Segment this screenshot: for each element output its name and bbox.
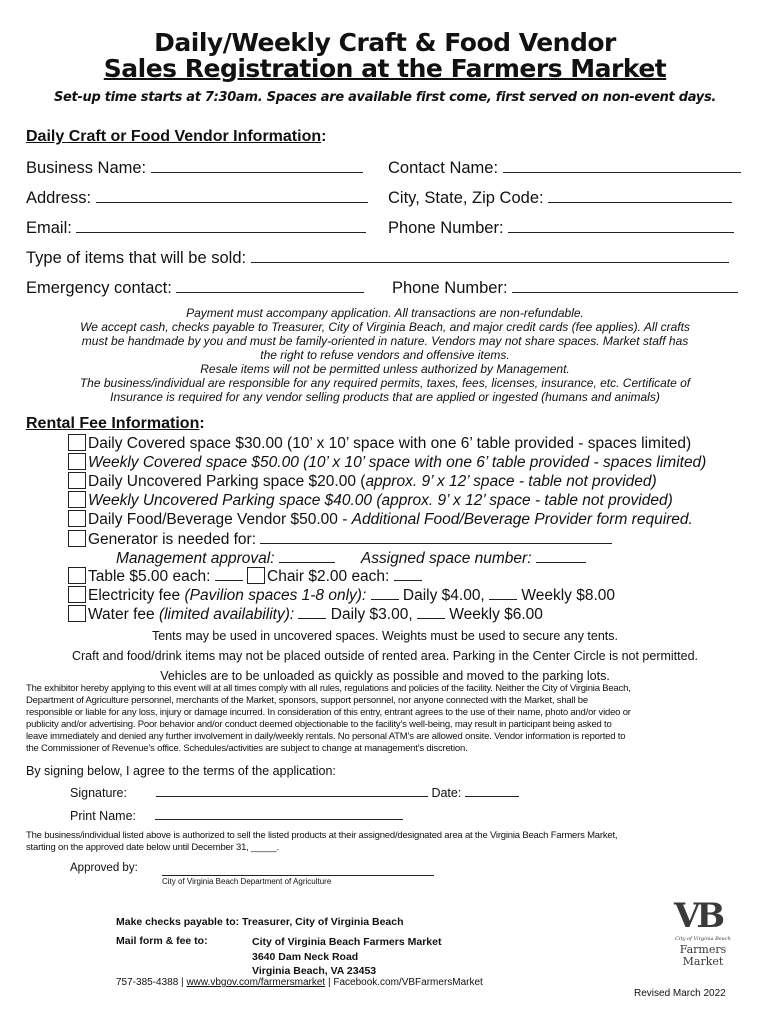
contact-name-field[interactable] xyxy=(388,158,741,178)
revised-date: Revised March 2022 xyxy=(634,988,726,999)
policy-line: The business/individual are responsible for any required permits, taxes, fees, licenses, insurance, etc. Certificate of xyxy=(79,376,691,390)
email-field[interactable] xyxy=(26,218,366,238)
print-name-label: Print Name: xyxy=(70,809,136,823)
logo-city-text: City of Virginia Beach xyxy=(675,936,731,942)
management-approval-row[interactable] xyxy=(116,548,586,568)
agree-text: By signing below, I agree to the terms of the application: xyxy=(26,764,336,778)
note-line: Tents may be used in uncovered spaces. Weights must be used to secure any tents. xyxy=(152,629,618,643)
rental-fee-heading xyxy=(26,415,205,433)
electricity-weekly-line[interactable] xyxy=(489,585,517,600)
contact-line xyxy=(116,977,483,988)
weekly-uncovered-label: Weekly Uncovered Parking space $40.00 (approx. 9’ x 12’ space - table not provided) xyxy=(88,492,673,509)
table-checkbox[interactable] xyxy=(68,567,86,584)
contact-name-line[interactable] xyxy=(503,158,741,173)
logo-market: Market xyxy=(682,955,724,968)
weekly-covered-label: Weekly Covered space $50.00 (10’ x 10’ space with one 6’ table provided - spaces limited) xyxy=(88,454,707,471)
authorization-text xyxy=(26,830,748,854)
policy-block xyxy=(20,306,750,404)
fee-option-weekly-covered[interactable] xyxy=(68,453,706,472)
phone-number-line[interactable] xyxy=(508,218,734,233)
form-title-line1: Daily/Weekly Craft & Food Vendor xyxy=(154,28,616,57)
rental-fee-heading-text: Rental Fee Information xyxy=(26,415,200,432)
vb-farmers-market-logo xyxy=(668,896,738,980)
business-name-line[interactable] xyxy=(151,158,363,173)
date-line[interactable] xyxy=(465,785,519,797)
rental-fee-heading-colon: : xyxy=(199,415,205,432)
items-type-label: Type of items that will be sold: xyxy=(26,249,247,267)
electricity-label: Electricity fee xyxy=(88,587,185,604)
fee-option-daily-uncovered[interactable] xyxy=(68,472,657,491)
items-type-field[interactable] xyxy=(26,248,729,268)
emergency-contact-label: Emergency contact: xyxy=(26,279,172,297)
city-state-zip-line[interactable] xyxy=(548,188,732,203)
address-label: Address: xyxy=(26,189,92,207)
business-name-label: Business Name: xyxy=(26,159,147,177)
daily-uncovered-checkbox[interactable] xyxy=(68,472,86,489)
daily-covered-label: Daily Covered space $30.00 (10’ x 10’ space with one 6’ table provided - spaces limited) xyxy=(88,435,692,452)
form-title-line2: Sales Registration at the Farmers Market xyxy=(103,54,667,83)
mail-label: Mail form & fee to: xyxy=(116,935,208,947)
setup-note: Set-up time starts at 7:30am. Spaces are available first come, first served on non-event days. xyxy=(53,90,717,105)
email-label: Email: xyxy=(26,219,72,237)
mail-address xyxy=(252,935,441,979)
vendor-info-heading xyxy=(26,128,326,146)
address-field[interactable] xyxy=(26,188,368,208)
legal-line: leave immediately and denied any further involvement in daily/weekly rentals. No personal ATM’s are allowed onsite. Vendor information is reported to xyxy=(26,731,626,742)
address-line[interactable] xyxy=(96,188,368,203)
assigned-space-line[interactable] xyxy=(536,548,586,563)
weekly-uncovered-checkbox[interactable] xyxy=(68,491,86,508)
generator-label: Generator is needed for: xyxy=(88,531,257,548)
legal-line: The exhibitor hereby applying to this event will at all times comply with all rules, regulations and policies of the facility. Neither the City of Virginia Beach, xyxy=(26,683,631,694)
water-weekly-label: Weekly $6.00 xyxy=(449,606,543,623)
management-approval-line[interactable] xyxy=(279,548,335,563)
water-checkbox[interactable] xyxy=(68,605,86,622)
note-line: Vehicles are to be unloaded as quickly as possible and moved to the parking lots. xyxy=(160,669,610,683)
generator-checkbox[interactable] xyxy=(68,530,86,547)
notes-block xyxy=(20,626,750,686)
legal-line: the Commissioner of Revenue’s office. Schedules/activities are subject to change at management’s discretion. xyxy=(26,743,468,754)
electricity-weekly-label: Weekly $8.00 xyxy=(521,587,616,604)
date-label: Date: xyxy=(431,786,462,800)
print-name-row[interactable] xyxy=(70,808,403,823)
electricity-daily-line[interactable] xyxy=(371,585,399,600)
electricity-daily-label: Daily $4.00, xyxy=(402,587,485,604)
chair-label: Chair $2.00 each: xyxy=(267,568,390,585)
fee-option-food-beverage[interactable] xyxy=(68,510,693,529)
water-daily-line[interactable] xyxy=(298,604,326,619)
emergency-phone-label: Phone Number: xyxy=(392,279,508,297)
policy-line: must be handmade by you and must be family-oriented in nature. Vendors may not share spaces. Market staff has xyxy=(81,334,689,348)
logo-farmers: Farmers xyxy=(679,943,727,956)
electricity-note: (Pavilion spaces 1-8 only): xyxy=(184,587,367,604)
fee-option-weekly-uncovered[interactable] xyxy=(68,491,673,510)
food-beverage-label: Daily Food/Beverage Vendor $50.00 - xyxy=(88,511,352,528)
emergency-contact-line[interactable] xyxy=(176,278,364,293)
signature-row[interactable] xyxy=(70,785,519,800)
chair-qty-line[interactable] xyxy=(394,566,422,581)
fee-option-generator[interactable] xyxy=(68,529,612,549)
address-line-3: Virginia Beach, VA 23453 xyxy=(252,965,377,977)
address-line-1: City of Virginia Beach Farmers Market xyxy=(252,936,442,948)
food-beverage-checkbox[interactable] xyxy=(68,510,86,527)
legal-line: publicity and/or advertising. Poor behavior and/or conduct deemed objectionable to the facility’s well-being, may result in participant being asked to xyxy=(26,719,612,730)
phone-number-label: Phone Number: xyxy=(388,219,504,237)
phone-number-field[interactable] xyxy=(388,218,734,238)
department-label: City of Virginia Beach Department of Agriculture xyxy=(162,877,332,886)
legal-terms xyxy=(26,683,748,755)
approved-by-line[interactable] xyxy=(162,864,434,876)
policy-line: Insurance is required for any vendor selling products that are applied or ingested (humans and animals) xyxy=(110,390,660,404)
assigned-space-label: Assigned space number: xyxy=(360,550,532,567)
water-daily-label: Daily $3.00, xyxy=(330,606,413,623)
water-row[interactable] xyxy=(68,604,543,624)
business-name-field[interactable] xyxy=(26,158,363,178)
email-line[interactable] xyxy=(76,218,366,233)
policy-line: We accept cash, checks payable to Treasurer, City of Virginia Beach, and major credit cards (fee applies). All crafts xyxy=(80,320,690,334)
facebook-text: | Facebook.com/VBFarmersMarket xyxy=(325,977,483,988)
legal-line: responsible or liable for any loss, injury or damage incurred. In consideration of this entry, entrant agrees to the use of their name, photo and/or video or xyxy=(26,707,631,718)
print-name-line[interactable] xyxy=(155,808,403,820)
water-note: (limited availability): xyxy=(158,606,295,623)
address-line-2: 3640 Dam Neck Road xyxy=(252,950,359,963)
logo-letters: VB xyxy=(674,896,722,936)
city-state-zip-label: City, State, Zip Code: xyxy=(388,189,544,207)
signature-label: Signature: xyxy=(70,786,127,800)
legal-line: Department of Agriculture personnel, merchants of the Market, sponsors, support personnel, nor anyone connected with the Market, shall be xyxy=(26,695,588,706)
authorization-line: The business/individual listed above is authorized to sell the listed products at their assigned/designated area at the Virginia Beach Farmers Market, xyxy=(26,830,618,841)
daily-uncovered-label: Daily Uncovered Parking space $20.00 ( xyxy=(88,473,366,490)
note-line: Craft and food/drink items may not be placed outside of rented area. Parking in the Center Circle is not permitted. xyxy=(71,649,699,663)
daily-uncovered-note: approx. 9’ x 12’ space - table not provided) xyxy=(365,473,657,490)
food-beverage-note: Additional Food/Beverage Provider form required. xyxy=(351,511,693,528)
authorization-line: starting on the approved date below until December 31, _____. xyxy=(26,842,279,853)
policy-line: the right to refuse vendors and offensive items. xyxy=(260,348,510,362)
contact-name-label: Contact Name: xyxy=(388,159,499,177)
fee-option-daily-covered[interactable] xyxy=(68,434,691,453)
emergency-phone-field[interactable] xyxy=(392,278,738,298)
table-chair-row[interactable] xyxy=(68,566,422,586)
approved-by-label: Approved by: xyxy=(70,862,138,874)
electricity-checkbox[interactable] xyxy=(68,586,86,603)
emergency-phone-line[interactable] xyxy=(512,278,738,293)
water-label: Water fee xyxy=(88,606,159,623)
website-link[interactable]: www.vbgov.com/farmersmarket xyxy=(186,977,326,988)
vendor-info-heading-colon: : xyxy=(321,128,327,145)
checks-payable: Make checks payable to: Treasurer, City of Virginia Beach xyxy=(116,916,404,928)
chair-checkbox[interactable] xyxy=(247,567,265,584)
table-qty-line[interactable] xyxy=(215,566,243,581)
daily-covered-checkbox[interactable] xyxy=(68,434,86,451)
city-state-zip-field[interactable] xyxy=(388,188,732,208)
policy-line: Resale items will not be permitted unless authorized by Management. xyxy=(200,362,570,376)
electricity-row[interactable] xyxy=(68,585,615,605)
items-type-line[interactable] xyxy=(251,248,729,263)
generator-line[interactable] xyxy=(260,529,612,544)
vendor-info-heading-text: Daily Craft or Food Vendor Information xyxy=(26,128,322,145)
table-label: Table $5.00 each: xyxy=(88,568,211,585)
management-approval-label: Management approval: xyxy=(116,550,275,567)
weekly-covered-checkbox[interactable] xyxy=(68,453,86,470)
phone-text: 757-385-4388 | xyxy=(116,977,187,988)
water-weekly-line[interactable] xyxy=(417,604,445,619)
emergency-contact-field[interactable] xyxy=(26,278,364,298)
policy-line: Payment must accompany application. All transactions are non-refundable. xyxy=(186,306,584,320)
signature-line[interactable] xyxy=(156,785,428,797)
